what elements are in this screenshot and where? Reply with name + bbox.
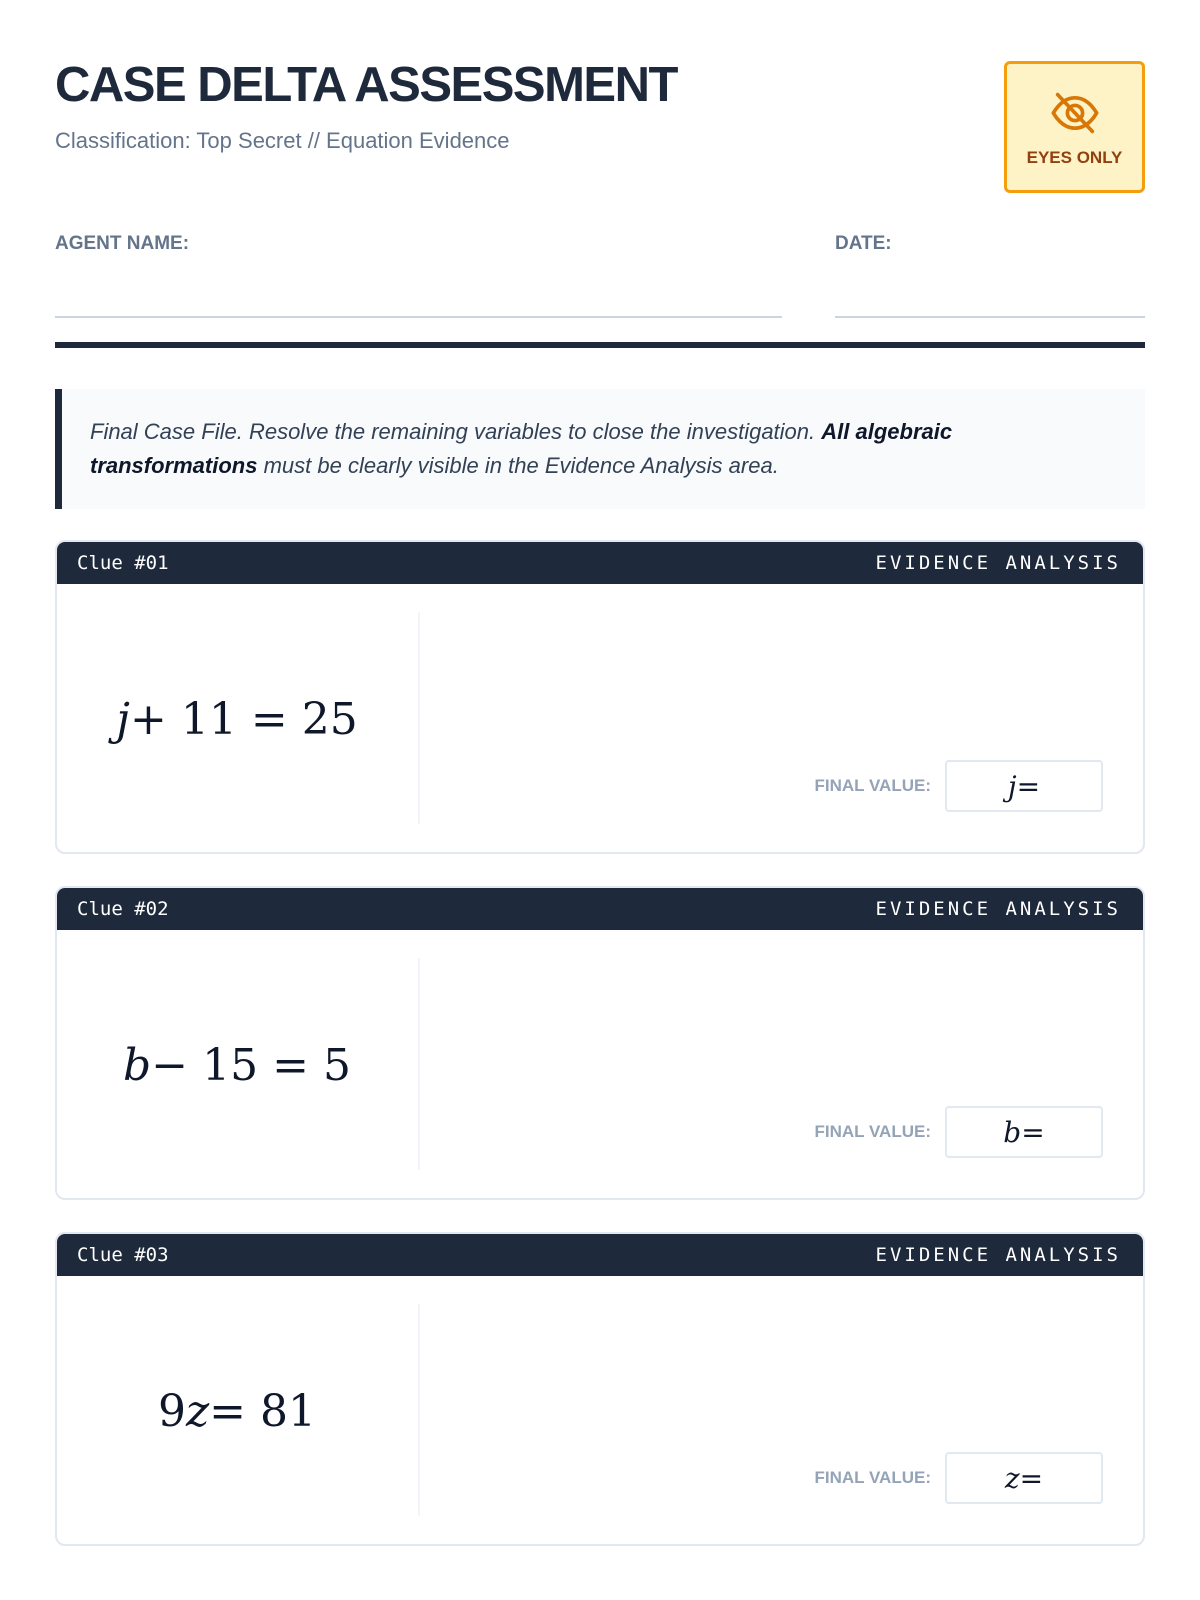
- clue-equation: 9 z = 81: [157, 1385, 317, 1437]
- clue-header: [57, 888, 1143, 930]
- eyes-only-stamp: [1004, 61, 1145, 193]
- clue-header: [57, 1234, 1143, 1276]
- clue-body: [57, 1276, 1143, 1546]
- instructions-note: [55, 389, 1145, 509]
- clue-card: [55, 540, 1145, 854]
- final-value-label: FINAL VALUE:: [814, 1122, 931, 1141]
- final-value: [815, 1106, 1103, 1158]
- date-field[interactable]: [835, 233, 1145, 255]
- clue-card: [55, 886, 1145, 1200]
- agent-name-label: AGENT NAME:: [55, 233, 190, 254]
- agent-name-line: [55, 316, 782, 318]
- clue-equation: b − 15 = 5: [123, 1039, 351, 1091]
- clue-section-label: EVIDENCE ANALYSIS: [875, 1244, 1121, 1266]
- final-value-label: FINAL VALUE:: [814, 1468, 931, 1487]
- final-value-input[interactable]: b =: [945, 1106, 1103, 1158]
- stamp-label: EYES ONLY: [1026, 148, 1123, 167]
- clue-card: [55, 1232, 1145, 1546]
- note-text-before: Final Case File. Resolve the remaining variables to close the investigation.: [90, 419, 822, 444]
- header-divider: [55, 342, 1145, 348]
- clue-id: Clue #01: [77, 552, 169, 574]
- clue-divider: [418, 1304, 420, 1516]
- clue-id: Clue #03: [77, 1244, 169, 1266]
- eye-off-icon: [1049, 90, 1101, 136]
- date-label: DATE:: [835, 233, 892, 254]
- page-title: CASE DELTA ASSESSMENT: [55, 58, 677, 112]
- clue-id: Clue #02: [77, 898, 169, 920]
- note-text-after: must be clearly visible in the Evidence Analysis area.: [257, 453, 779, 478]
- clue-header: [57, 542, 1143, 584]
- final-value: [815, 760, 1103, 812]
- final-value-input[interactable]: z =: [945, 1452, 1103, 1504]
- page-subtitle: Classification: Top Secret // Equation Evidence: [55, 128, 510, 153]
- clue-body: [57, 930, 1143, 1200]
- date-line: [835, 316, 1145, 318]
- clue-divider: [418, 958, 420, 1170]
- clue-equation: j + 11 = 25: [116, 693, 358, 745]
- final-value: [815, 1452, 1103, 1504]
- clue-body: [57, 584, 1143, 854]
- agent-info-fields: [55, 233, 1145, 317]
- final-value-input[interactable]: j =: [945, 760, 1103, 812]
- clue-section-label: EVIDENCE ANALYSIS: [875, 898, 1121, 920]
- agent-name-field[interactable]: [55, 233, 782, 255]
- note-emphasis: All algebraic transformations: [90, 419, 953, 478]
- clue-section-label: EVIDENCE ANALYSIS: [875, 552, 1121, 574]
- final-value-label: FINAL VALUE:: [814, 776, 931, 795]
- clue-divider: [418, 612, 420, 824]
- header: [55, 58, 1145, 261]
